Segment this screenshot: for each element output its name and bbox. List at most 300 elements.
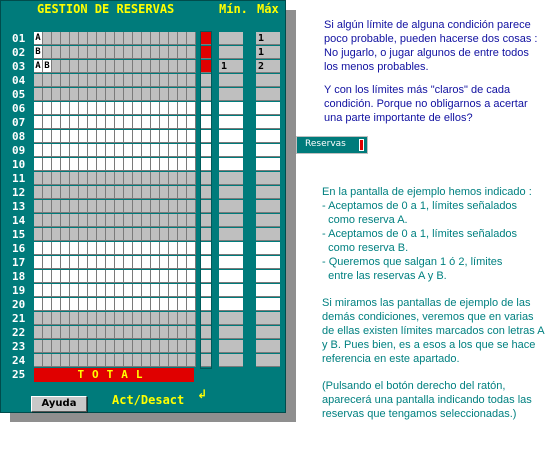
grid-cell[interactable] (142, 256, 151, 269)
grid-cell[interactable] (178, 88, 187, 101)
max-value-cell[interactable] (256, 228, 280, 241)
grid-cell[interactable] (187, 60, 196, 73)
grid-cell[interactable] (142, 102, 151, 115)
grid-cell[interactable] (142, 116, 151, 129)
grid-cell[interactable] (115, 312, 124, 325)
grid-cell[interactable] (34, 270, 43, 283)
reserve-letter[interactable]: A (34, 60, 43, 73)
grid-cell[interactable] (70, 60, 79, 73)
grid-cell[interactable] (70, 172, 79, 185)
grid-cell[interactable] (178, 284, 187, 297)
grid-cell[interactable] (169, 200, 178, 213)
grid-cell[interactable] (151, 46, 160, 59)
grid-cell[interactable] (178, 312, 187, 325)
grid-cell[interactable] (88, 158, 97, 171)
grid-cell[interactable] (133, 242, 142, 255)
reserve-letter[interactable]: B (43, 60, 52, 73)
grid-cell[interactable] (34, 130, 43, 143)
grid-cell[interactable] (160, 228, 169, 241)
max-value-cell[interactable]: 1 (256, 32, 280, 45)
grid-cell[interactable] (124, 88, 133, 101)
grid-cell[interactable] (160, 130, 169, 143)
grid-cell[interactable] (70, 228, 79, 241)
min-value-cell[interactable] (219, 298, 243, 311)
grid-cell[interactable] (34, 340, 43, 353)
grid-cell[interactable] (142, 242, 151, 255)
grid-cell[interactable] (124, 256, 133, 269)
grid-cell[interactable] (43, 256, 52, 269)
grid-cell[interactable] (34, 326, 43, 339)
grid-cell[interactable] (169, 340, 178, 353)
grid-cell[interactable] (88, 186, 97, 199)
toggle-cell[interactable] (201, 312, 211, 325)
grid-cell[interactable] (52, 214, 61, 227)
grid-cell[interactable] (34, 200, 43, 213)
grid-cell[interactable] (34, 354, 43, 367)
toggle-cell[interactable] (201, 256, 211, 269)
grid-cell[interactable] (124, 116, 133, 129)
grid-cell[interactable] (43, 312, 52, 325)
grid-cell[interactable] (124, 186, 133, 199)
grid-cell[interactable] (34, 116, 43, 129)
grid-cell[interactable] (88, 326, 97, 339)
toggle-cell[interactable] (201, 130, 211, 143)
grid-cell[interactable] (169, 284, 178, 297)
max-value-cell[interactable] (256, 298, 280, 311)
grid-cell[interactable] (151, 270, 160, 283)
grid-cell[interactable] (160, 186, 169, 199)
grid-cell[interactable] (142, 340, 151, 353)
grid-cell[interactable] (43, 354, 52, 367)
grid-cell[interactable] (187, 270, 196, 283)
grid-cell[interactable] (52, 172, 61, 185)
grid-cell[interactable] (178, 242, 187, 255)
grid-cell[interactable] (142, 158, 151, 171)
min-value-cell[interactable] (219, 326, 243, 339)
grid-cell[interactable] (178, 46, 187, 59)
grid-cell[interactable] (142, 46, 151, 59)
grid-cell[interactable] (160, 60, 169, 73)
grid-cell[interactable] (187, 172, 196, 185)
grid-cell[interactable] (88, 256, 97, 269)
grid-cell[interactable] (34, 88, 43, 101)
grid-cell[interactable] (115, 172, 124, 185)
grid-cell[interactable] (88, 354, 97, 367)
grid-cell[interactable] (160, 354, 169, 367)
grid-cell[interactable] (133, 354, 142, 367)
grid-cell[interactable] (88, 46, 97, 59)
grid-cell[interactable] (187, 74, 196, 87)
grid-cell[interactable] (133, 270, 142, 283)
grid-cell[interactable] (43, 130, 52, 143)
grid-cell[interactable] (160, 256, 169, 269)
grid-cell[interactable] (88, 298, 97, 311)
grid-cell[interactable] (70, 102, 79, 115)
grid-cell[interactable] (106, 60, 115, 73)
max-value-cell[interactable]: 2 (256, 60, 280, 73)
grid-cell[interactable] (160, 200, 169, 213)
grid-cell[interactable] (187, 284, 196, 297)
grid-cell[interactable] (79, 242, 88, 255)
grid-cell[interactable] (151, 32, 160, 45)
grid-cell[interactable] (169, 270, 178, 283)
grid-cell[interactable] (52, 102, 61, 115)
grid-cell[interactable] (106, 144, 115, 157)
grid-cell[interactable] (124, 144, 133, 157)
grid-cell[interactable] (106, 284, 115, 297)
grid-cell[interactable] (52, 256, 61, 269)
grid-cell[interactable] (115, 32, 124, 45)
toggle-cell[interactable] (201, 228, 211, 241)
grid-cell[interactable] (52, 186, 61, 199)
grid-cell[interactable] (70, 32, 79, 45)
grid-cell[interactable] (106, 130, 115, 143)
grid-cell[interactable] (160, 312, 169, 325)
grid-cell[interactable] (142, 88, 151, 101)
grid-cell[interactable] (70, 116, 79, 129)
grid-cell[interactable] (79, 354, 88, 367)
grid-cell[interactable] (61, 102, 70, 115)
toggle-cell[interactable] (201, 326, 211, 339)
grid-cell[interactable] (106, 88, 115, 101)
grid-cell[interactable] (133, 102, 142, 115)
grid-cell[interactable] (79, 200, 88, 213)
grid-cell[interactable] (52, 32, 61, 45)
grid-cell[interactable] (70, 340, 79, 353)
grid-cell[interactable] (61, 158, 70, 171)
grid-cell[interactable] (88, 144, 97, 157)
grid-cell[interactable] (106, 172, 115, 185)
grid-cell[interactable] (169, 102, 178, 115)
grid-cell[interactable] (133, 298, 142, 311)
grid-cell[interactable] (151, 298, 160, 311)
grid-cell[interactable] (115, 46, 124, 59)
grid-cell[interactable] (133, 284, 142, 297)
grid-cell[interactable] (70, 270, 79, 283)
toggle-cell[interactable] (201, 354, 211, 367)
max-value-cell[interactable] (256, 354, 280, 367)
grid-cell[interactable] (79, 102, 88, 115)
grid-cell[interactable] (97, 116, 106, 129)
reserve-grid[interactable] (34, 32, 194, 368)
grid-cell[interactable] (133, 326, 142, 339)
grid-cell[interactable] (70, 158, 79, 171)
grid-cell[interactable] (142, 60, 151, 73)
grid-cell[interactable] (160, 172, 169, 185)
grid-cell[interactable] (61, 60, 70, 73)
grid-cell[interactable] (187, 116, 196, 129)
min-value-cell[interactable] (219, 144, 243, 157)
grid-cell[interactable] (187, 242, 196, 255)
grid-cell[interactable] (169, 354, 178, 367)
toggle-cell[interactable] (201, 270, 211, 283)
min-value-cell[interactable] (219, 74, 243, 87)
min-value-cell[interactable] (219, 242, 243, 255)
grid-cell[interactable] (43, 326, 52, 339)
toggle-label[interactable]: Act/Desact (112, 393, 185, 407)
grid-cell[interactable] (169, 312, 178, 325)
grid-cell[interactable] (97, 186, 106, 199)
toggle-cell[interactable] (201, 298, 211, 311)
grid-cell[interactable] (97, 46, 106, 59)
grid-cell[interactable] (133, 32, 142, 45)
grid-cell[interactable] (133, 74, 142, 87)
grid-cell[interactable] (187, 312, 196, 325)
grid-cell[interactable] (43, 298, 52, 311)
max-value-cell[interactable] (256, 326, 280, 339)
grid-cell[interactable] (151, 256, 160, 269)
grid-cell[interactable] (106, 270, 115, 283)
grid-cell[interactable] (187, 354, 196, 367)
grid-cell[interactable] (169, 228, 178, 241)
grid-cell[interactable] (124, 284, 133, 297)
grid-cell[interactable] (70, 74, 79, 87)
grid-cell[interactable] (169, 186, 178, 199)
grid-cell[interactable] (124, 214, 133, 227)
max-value-cell[interactable] (256, 242, 280, 255)
grid-cell[interactable] (88, 74, 97, 87)
grid-cell[interactable] (169, 172, 178, 185)
reserve-letter[interactable]: A (34, 32, 43, 45)
grid-cell[interactable] (169, 60, 178, 73)
grid-cell[interactable] (169, 130, 178, 143)
grid-cell[interactable] (52, 284, 61, 297)
max-value-cell[interactable] (256, 88, 280, 101)
min-value-cell[interactable]: 1 (219, 60, 243, 73)
min-value-cell[interactable] (219, 270, 243, 283)
grid-cell[interactable] (70, 130, 79, 143)
grid-cell[interactable] (178, 32, 187, 45)
grid-cell[interactable] (160, 158, 169, 171)
grid-cell[interactable] (124, 158, 133, 171)
grid-cell[interactable] (151, 340, 160, 353)
grid-cell[interactable] (97, 228, 106, 241)
grid-cell[interactable] (160, 242, 169, 255)
grid-cell[interactable] (124, 130, 133, 143)
grid-cell[interactable] (70, 242, 79, 255)
grid-cell[interactable] (79, 214, 88, 227)
grid-cell[interactable] (70, 326, 79, 339)
grid-cell[interactable] (124, 298, 133, 311)
grid-cell[interactable] (79, 270, 88, 283)
grid-cell[interactable] (142, 228, 151, 241)
grid-cell[interactable] (187, 326, 196, 339)
grid-cell[interactable] (106, 242, 115, 255)
grid-cell[interactable] (61, 242, 70, 255)
grid-cell[interactable] (61, 228, 70, 241)
grid-cell[interactable] (178, 340, 187, 353)
grid-cell[interactable] (70, 144, 79, 157)
grid-cell[interactable] (133, 172, 142, 185)
grid-cell[interactable] (52, 326, 61, 339)
grid-cell[interactable] (79, 46, 88, 59)
grid-cell[interactable] (106, 214, 115, 227)
grid-cell[interactable] (115, 144, 124, 157)
grid-cell[interactable] (52, 46, 61, 59)
grid-cell[interactable] (142, 298, 151, 311)
grid-cell[interactable] (169, 242, 178, 255)
toggle-cell[interactable] (201, 158, 211, 171)
grid-cell[interactable] (79, 298, 88, 311)
grid-cell[interactable] (115, 298, 124, 311)
grid-cell[interactable] (187, 32, 196, 45)
grid-cell[interactable] (178, 214, 187, 227)
grid-cell[interactable] (187, 214, 196, 227)
grid-cell[interactable] (142, 284, 151, 297)
grid-cell[interactable] (70, 284, 79, 297)
grid-cell[interactable] (52, 130, 61, 143)
toggle-cell[interactable] (201, 214, 211, 227)
min-value-cell[interactable] (219, 228, 243, 241)
grid-cell[interactable] (70, 298, 79, 311)
max-value-cell[interactable] (256, 144, 280, 157)
grid-cell[interactable] (178, 74, 187, 87)
grid-cell[interactable] (79, 60, 88, 73)
grid-cell[interactable] (34, 186, 43, 199)
grid-cell[interactable] (34, 228, 43, 241)
grid-cell[interactable] (34, 256, 43, 269)
grid-cell[interactable] (151, 228, 160, 241)
max-value-cell[interactable] (256, 130, 280, 143)
grid-cell[interactable] (115, 354, 124, 367)
grid-cell[interactable] (160, 326, 169, 339)
grid-cell[interactable] (106, 74, 115, 87)
grid-cell[interactable] (34, 298, 43, 311)
grid-cell[interactable] (61, 200, 70, 213)
grid-cell[interactable] (178, 270, 187, 283)
grid-cell[interactable] (97, 32, 106, 45)
grid-cell[interactable] (160, 270, 169, 283)
grid-cell[interactable] (178, 326, 187, 339)
grid-cell[interactable] (52, 158, 61, 171)
min-value-cell[interactable] (219, 116, 243, 129)
grid-cell[interactable] (88, 130, 97, 143)
grid-cell[interactable] (187, 200, 196, 213)
grid-cell[interactable] (142, 214, 151, 227)
min-value-cell[interactable] (219, 32, 243, 45)
grid-cell[interactable] (151, 312, 160, 325)
grid-cell[interactable] (124, 60, 133, 73)
grid-cell[interactable] (43, 158, 52, 171)
grid-cell[interactable] (169, 144, 178, 157)
grid-cell[interactable] (61, 32, 70, 45)
grid-cell[interactable] (52, 298, 61, 311)
grid-cell[interactable] (124, 242, 133, 255)
grid-cell[interactable] (52, 88, 61, 101)
grid-cell[interactable] (151, 88, 160, 101)
grid-cell[interactable] (43, 88, 52, 101)
grid-cell[interactable] (115, 284, 124, 297)
grid-cell[interactable] (160, 74, 169, 87)
grid-cell[interactable] (79, 284, 88, 297)
grid-cell[interactable] (178, 60, 187, 73)
grid-cell[interactable] (61, 172, 70, 185)
grid-cell[interactable] (79, 186, 88, 199)
grid-cell[interactable] (97, 102, 106, 115)
grid-cell[interactable] (178, 354, 187, 367)
grid-cell[interactable] (34, 74, 43, 87)
grid-cell[interactable] (97, 312, 106, 325)
grid-cell[interactable] (97, 256, 106, 269)
grid-cell[interactable] (106, 312, 115, 325)
grid-cell[interactable] (169, 326, 178, 339)
grid-cell[interactable] (115, 340, 124, 353)
max-value-cell[interactable] (256, 284, 280, 297)
grid-cell[interactable] (79, 326, 88, 339)
grid-cell[interactable] (52, 228, 61, 241)
grid-cell[interactable] (88, 102, 97, 115)
max-value-cell[interactable] (256, 158, 280, 171)
grid-cell[interactable] (151, 102, 160, 115)
grid-cell[interactable] (178, 158, 187, 171)
grid-cell[interactable] (52, 340, 61, 353)
grid-cell[interactable] (61, 298, 70, 311)
max-column[interactable] (256, 32, 280, 368)
grid-cell[interactable] (97, 340, 106, 353)
grid-cell[interactable] (106, 46, 115, 59)
grid-cell[interactable] (70, 214, 79, 227)
grid-cell[interactable] (115, 60, 124, 73)
grid-cell[interactable] (88, 60, 97, 73)
grid-cell[interactable] (43, 186, 52, 199)
grid-cell[interactable] (133, 88, 142, 101)
grid-cell[interactable] (187, 256, 196, 269)
toggle-cell[interactable] (201, 88, 211, 101)
grid-cell[interactable] (43, 242, 52, 255)
grid-cell[interactable] (115, 88, 124, 101)
grid-cell[interactable] (187, 298, 196, 311)
grid-cell[interactable] (79, 88, 88, 101)
grid-cell[interactable] (142, 326, 151, 339)
grid-cell[interactable] (79, 172, 88, 185)
grid-cell[interactable] (106, 32, 115, 45)
toggle-cell[interactable] (201, 242, 211, 255)
toggle-cell[interactable] (201, 200, 211, 213)
grid-cell[interactable] (142, 74, 151, 87)
grid-cell[interactable] (142, 312, 151, 325)
grid-cell[interactable] (61, 326, 70, 339)
max-value-cell[interactable] (256, 186, 280, 199)
grid-cell[interactable] (52, 144, 61, 157)
grid-cell[interactable] (124, 32, 133, 45)
min-value-cell[interactable] (219, 214, 243, 227)
grid-cell[interactable] (124, 102, 133, 115)
toggle-cell[interactable] (201, 186, 211, 199)
grid-cell[interactable] (97, 158, 106, 171)
grid-cell[interactable] (61, 270, 70, 283)
grid-cell[interactable] (160, 340, 169, 353)
toggle-cell[interactable] (201, 102, 211, 115)
grid-cell[interactable] (106, 116, 115, 129)
max-value-cell[interactable] (256, 200, 280, 213)
min-value-cell[interactable] (219, 172, 243, 185)
toggle-cell[interactable] (201, 284, 211, 297)
grid-cell[interactable] (115, 200, 124, 213)
grid-cell[interactable] (61, 130, 70, 143)
grid-cell[interactable] (178, 298, 187, 311)
grid-cell[interactable] (115, 228, 124, 241)
grid-cell[interactable] (124, 354, 133, 367)
grid-cell[interactable] (169, 256, 178, 269)
grid-cell[interactable] (124, 326, 133, 339)
grid-cell[interactable] (43, 284, 52, 297)
grid-cell[interactable] (133, 130, 142, 143)
grid-cell[interactable] (151, 326, 160, 339)
grid-cell[interactable] (106, 340, 115, 353)
grid-cell[interactable] (61, 214, 70, 227)
grid-cell[interactable] (88, 200, 97, 213)
grid-cell[interactable] (151, 186, 160, 199)
